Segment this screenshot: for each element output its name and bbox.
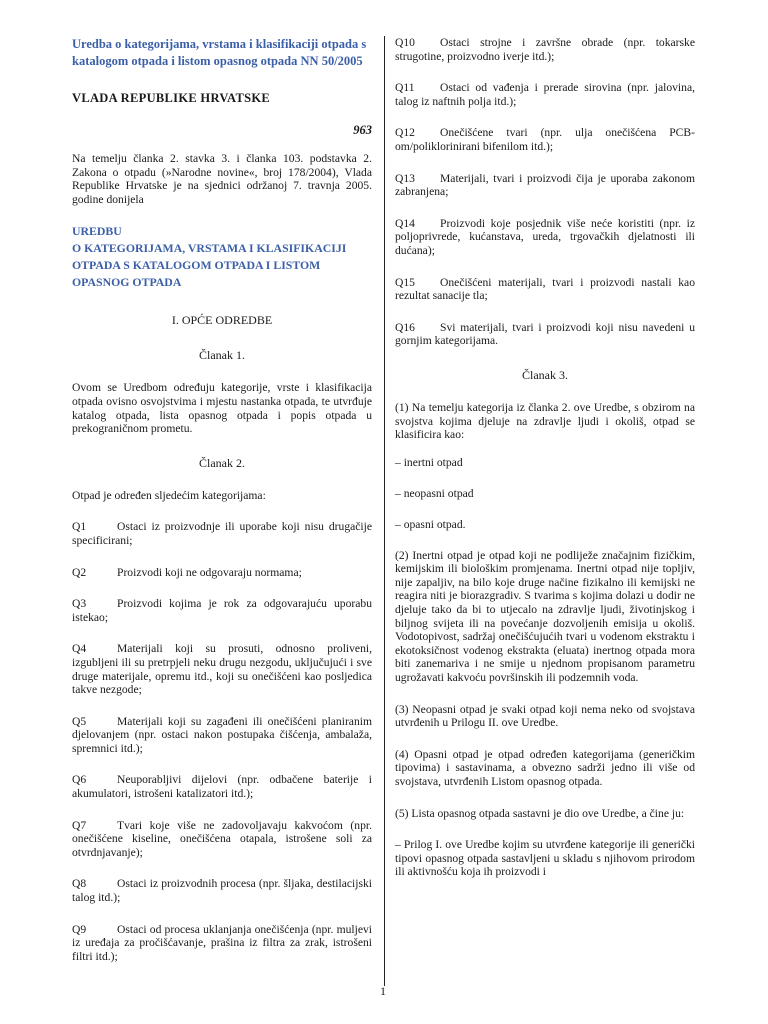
article-2-lead: Otpad je određen sljedećim kategorijama: <box>72 488 266 502</box>
list-item <box>395 36 695 63</box>
article-3-paragraph-1: (1) Na temelju kategorija iz članka 2. ove Uredbe, s obzirom na svojstva kojima djeluje na zdravlje ljudi i okoliš, otpad se klasificira kao: <box>395 400 695 442</box>
category-text: Ostaci strojne i završne obrade (npr. tokarske strugotine, proizvodno iverje itd.); <box>395 36 695 63</box>
list-item <box>72 773 372 800</box>
waste-type-hazardous: – opasni otpad. <box>395 517 466 531</box>
category-code: Q8 <box>72 877 87 891</box>
category-text: Ostaci od procesa uklanjanja onečišćenja (npr. muljevi iz uređaja za pročišćavanje, prašina iz filtra za zrak, istrošeni filtri itd.); <box>72 922 372 963</box>
article-3-paragraph-5: (5) Lista opasnog otpada sastavni je dio ove Uredbe, a čine ju: <box>395 806 685 820</box>
category-code: Q3 <box>72 597 87 611</box>
list-item <box>72 566 372 580</box>
category-code: Q16 <box>395 320 415 334</box>
list-item <box>72 877 372 904</box>
category-text: Tvari koje više ne zadovoljavaju kakvoćom (npr. onečišćene kiseline, onečišćena otapala, istrošene soli za otvrdnjavanje); <box>72 818 372 859</box>
article-1-text: Ovom se Uredbom određuju kategorije, vrste i klasifikacija otpada ovisno osvojstvima i mjestu nastanka otpada, te utvrđuje katalog otpada, lista opasnog otpada i popis otpada u prekograničnom prometu. <box>72 381 372 436</box>
document-title-link[interactable]: Uredba o kategorijama, vrstama i klasifikaciji otpada s katalogom otpada i listom opasnog otpada NN 50/2005 <box>72 37 367 68</box>
category-code: Q4 <box>72 642 87 656</box>
article-3-paragraph-3: (3) Neopasni otpad je svaki otpad koji nema neko od svojstava utvrđenih u Prilogu II. ove Uredbe. <box>395 702 695 730</box>
category-code: Q5 <box>72 714 87 728</box>
list-item <box>395 172 695 199</box>
category-text: Proizvodi koji ne odgovaraju normama; <box>117 565 302 579</box>
decree-title: O KATEGORIJAMA, VRSTAMA I KLASIFIKACIJI OTPADA S KATALOGOM OTPADA I LISTOM OPASNOG OTPADA <box>72 241 347 290</box>
category-code: Q14 <box>395 216 415 230</box>
category-text: Ostaci od vađenja i prerade sirovina (npr. jalovina, talog iz naftnih polja itd.); <box>395 81 695 108</box>
category-text: Ostaci iz proizvodnje ili uporabe koji nisu drugačije specificirani; <box>72 520 372 547</box>
category-text: Materijali, tvari i proizvodi čija je uporaba zakonom zabranjena; <box>395 171 695 199</box>
article-3-paragraph-6: – Prilog I. ove Uredbe kojim su utvrđene kategorije ili generički tipovi opasnog otpada sastavljeni u skladu s njihovom prirodom ili aktivnošću koja ih proizvodi i <box>395 838 695 879</box>
page-number: 1 <box>380 984 386 998</box>
category-text: Svi materijali, tvari i proizvodi koji nisu navedeni u gornjim kategorijama. <box>395 320 695 348</box>
list-item <box>72 923 372 964</box>
list-item <box>72 715 372 756</box>
article-3-heading: Članak 3. <box>522 367 568 382</box>
category-text: Materijali koji su zagađeni ili onečišćeni planiranim djelovanjem (npr. ostaci nakon postupaka čišćenja, ambalaža, spremnici itd.); <box>72 714 372 755</box>
article-3-paragraph-2: (2) Inertni otpad je otpad koji ne podliježe značajnim fizičkim, kemijskim ili biološkim promjenama. Inertni otpad nije topljiv, nije zapaljiv, na bilo koje druge načine fizikalno ili kemijski ne reagira niti je biorazgradiv. S tvarima s kojima dolazi u dodir ne djeluje tako da bi to utjecalo na zdravlje ljudi, životinjskog i biljnog svijeta ili na povećanje dozvoljenih emisija u okoliš. Vodotopivost, sadržaj onečišćujućih tvari u vodenom ekstraktu i ekotoksičnost vodenog ekstrakta (eluata) inertnog otpada mora biti zanemariva i ne smije u njednom propisanom parametru ugrožavati kakvoću površinskih ili podzemnih voda. <box>395 548 695 685</box>
list-item <box>72 642 372 696</box>
list-item <box>395 321 695 348</box>
category-code: Q7 <box>72 818 87 832</box>
category-text: Proizvodi koje posjednik više neće koristiti (npr. iz poljoprivrede, kućanstava, ureda, trgovačkih djelatnosti ili dućana); <box>395 216 695 257</box>
decree-number: 963 <box>353 123 372 137</box>
section-title: I. OPĆE ODREDBE <box>171 313 273 328</box>
category-code: Q12 <box>395 126 415 140</box>
right-column <box>395 36 695 879</box>
category-code: Q1 <box>72 520 87 534</box>
category-code: Q6 <box>72 773 87 787</box>
decree-word: UREDBU <box>72 224 122 239</box>
intro-paragraph: Na temelju članka 2. stavka 3. i članka 103. podstavka 2. Zakona o otpadu (»Narodne novine«, broj 178/2004), Vlada Republike Hrvatske je na sjednici održanoj 7. travnja 2005. godine donijela <box>72 152 372 206</box>
article-3-paragraph-4: (4) Opasni otpad je otpad određen kategorijama (generičkim tipovima) i sastavinama, a obvezno sadrži jedno ili više od svojstava, utvrđenih Listom opasnog otpada. <box>395 747 695 788</box>
list-item <box>395 126 695 153</box>
category-text: Materijali koji su prosuti, odnosno proliveni, izgubljeni ili su pretrpjeli neku drugu nezgodu, uključujući i sve druge materijale, opremu itd., koji su onečišćeni kao posljedica takve nezgode; <box>72 642 372 697</box>
list-item <box>72 520 372 547</box>
article-1-heading: Članak 1. <box>199 348 245 363</box>
category-text: Onečišćene tvari (npr. ulja onečišćena PCB-om/poliklorinirani bifenilom itd.); <box>395 126 695 153</box>
category-text: Ostaci iz proizvodnih procesa (npr. šljaka, destilacijski talog itd.); <box>72 877 372 905</box>
category-text: Neuporabljivi dijelovi (npr. odbačene baterije i akumulatori, istrošeni katalizatori itd.); <box>72 773 372 801</box>
category-code: Q10 <box>395 36 415 49</box>
category-code: Q9 <box>72 922 87 936</box>
list-item <box>72 819 372 860</box>
list-item <box>395 217 695 258</box>
waste-type-non-hazardous: – neopasni otpad <box>395 486 474 500</box>
left-column <box>72 36 372 963</box>
list-item <box>72 597 372 624</box>
category-code: Q13 <box>395 171 415 185</box>
category-code: Q2 <box>72 565 87 579</box>
government-heading: VLADA REPUBLIKE HRVATSKE <box>72 91 271 105</box>
category-text: Proizvodi kojima je rok za odgovarajuću uporabu istekao; <box>72 597 372 624</box>
column-divider <box>384 36 385 986</box>
list-item <box>395 276 695 303</box>
category-code: Q15 <box>395 275 415 289</box>
list-item <box>395 81 695 108</box>
category-text: Onečišćeni materijali, tvari i proizvodi nastali kao rezultat sanacije tla; <box>395 275 695 303</box>
category-code: Q11 <box>395 81 415 95</box>
waste-type-inert: – inertni otpad <box>395 455 463 469</box>
article-2-heading: Članak 2. <box>199 455 245 470</box>
